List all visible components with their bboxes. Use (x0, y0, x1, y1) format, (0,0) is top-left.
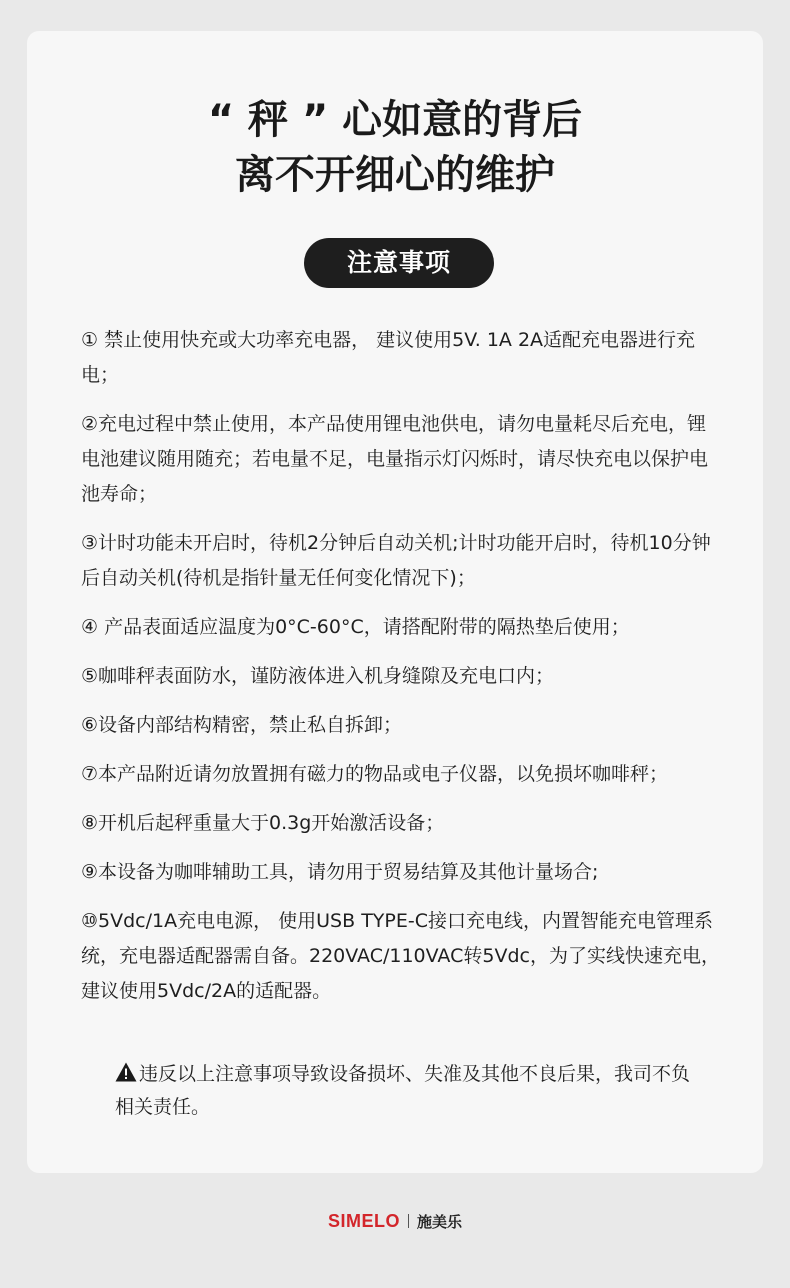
headline-line-2: 离不开细心的维护 (235, 152, 555, 198)
note-item-7: ⑦本产品附近请勿放置拥有磁力的物品或电子仪器，以免损坏咖啡秤； (81, 763, 669, 785)
warning-triangle-icon (115, 1062, 137, 1082)
note-item-9: ⑨本设备为咖啡辅助工具，请勿用于贸易结算及其他计量场合; (81, 861, 599, 883)
note-item-5: ⑤咖啡秤表面防水，谨防液体进入机身缝隙及充电口内； (81, 665, 555, 687)
brand-divider (408, 1214, 409, 1228)
note-item-4: ④ 产品表面适应温度为0°C-60°C，请搭配附带的隔热垫后使用； (81, 616, 630, 638)
headline-line-1: “ 秤 ” 心如意的背后 (207, 97, 583, 143)
note-item-1: ① 禁止使用快充或大功率充电器， 建议使用5V. 1A 2A适配充电器进行充电； (81, 329, 696, 386)
disclaimer (115, 1058, 705, 1124)
brand-logo-text: SIMELO (327, 1211, 400, 1231)
note-item-2: ②充电过程中禁止使用，本产品使用锂电池供电，请勿电量耗尽后充电，锂电池建议随用随充；若电量不足，电量指示灯闪烁时，请尽快充电以保护电池寿命； (81, 413, 709, 505)
notes-list (81, 323, 721, 1023)
headline (27, 93, 763, 203)
note-item-6: ⑥设备内部结构精密，禁止私自拆卸； (81, 714, 403, 736)
brand-chinese-name: 施美乐 (417, 1213, 463, 1231)
disclaimer-text: 违反以上注意事项导致设备损坏、失准及其他不良后果，我司不负相关责任。 (115, 1063, 691, 1118)
section-title-badge: 注意事项 (304, 238, 494, 288)
note-item-3: ③计时功能未开启时，待机2分钟后自动关机;计时功能开启时，待机10分钟后自动关机(待机是指针量无任何变化情况下)； (81, 532, 711, 589)
footer-brand (0, 1208, 790, 1235)
note-item-10: ⑩5Vdc/1A充电电源， 使用USB TYPE-C接口充电线，内置智能充电管理系统，充电器适配器需自备。220VAC/110VAC转5Vdc，为了实线快速充电，建议使用5Vdc/2A的适配器。 (81, 910, 720, 1002)
notice-card (27, 31, 763, 1173)
note-item-8: ⑧开机后起秤重量大于0.3g开始激活设备； (81, 812, 445, 834)
